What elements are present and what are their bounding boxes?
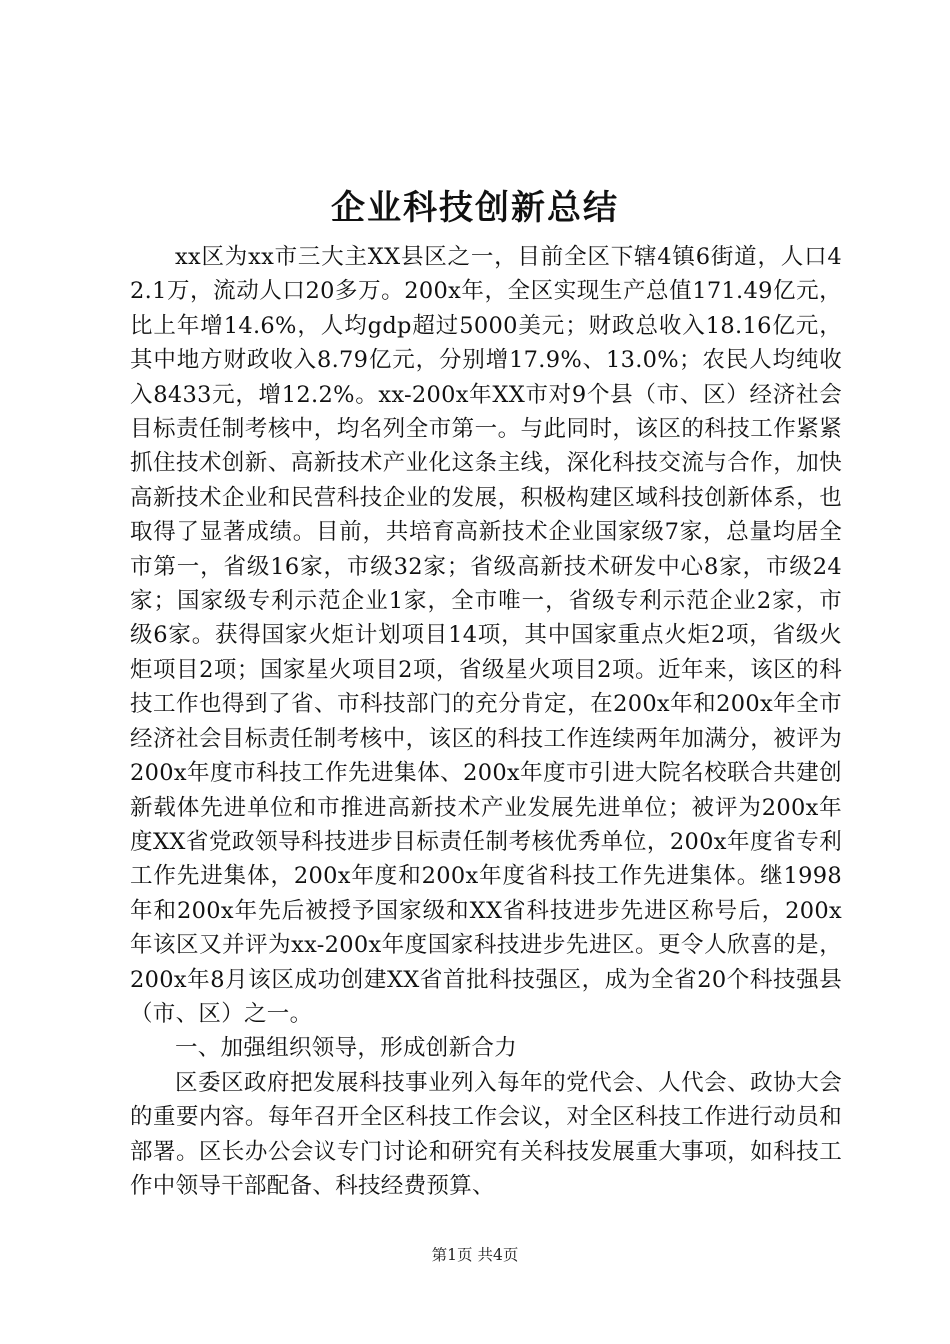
page-footer: 第1页 共4页 bbox=[431, 1246, 519, 1264]
intro-paragraph: xx区为xx市三大主XX县区之一，目前全区下辖4镇6街道，人口42.1万，流动人口20多万。200x年，全区实现生产总值171.49亿元，比上年增14.6%，人均gdp超过5000美元；财政总收入18.16亿元，其中地方财政收入8.79亿元，分别增17.9%、13.0%；农民人均纯收入8433元，增12.2%。xx-200x年XX市对9个县（市、区）经济社会目标责任制考核中，均名列全市第一。与此同时，该区的科技工作紧紧抓住技术创新、高新技术产业化这条主线，深化科技交流与合作，加快高新技术企业和民营科技企业的发展，积极构建区域科技创新体系，也取得了显著成绩。目前，共培育高新技术企业国家级7家，总量均居全市第一，省级16家，市级32家；省级高新技术研发中心8家，市级24家；国家级专利示范企业1家，全市唯一，省级专利示范企业2家，市级6家。获得国家火炬计划项目14项，其中国家重点火炬2项，省级火炬项目2项；国家星火项目2项，省级星火项目2项。近年来，该区的科技工作也得到了省、市科技部门的充分肯定，在200x年和200x年全市经济社会目标责任制考核中，该区的科技工作连续两年加满分，被评为200x年度市科技工作先进集体、200x年度市引进大院名校联合共建创新载体先进单位和市推进高新技术产业发展先进单位；被评为200x年度XX省党政领导科技进步目标责任制考核优秀单位，200x年度省专利工作先进集体，200x年度和200x年度省科技工作先进集体。继1998年和200x年先后被授予国家级和XX省科技进步先进区称号后，200x年该区又并评为xx-200x年度国家科技进步先进区。更令人欣喜的是，200x年8月该区成功创建XX省首批科技强区，成为全省20个科技强县（市、区）之一。 bbox=[130, 244, 842, 1027]
document-body bbox=[130, 240, 842, 1203]
document-title: 企业科技创新总结 bbox=[331, 188, 619, 228]
section-paragraph: 区委区政府把发展科技事业列入每年的党代会、人代会、政协大会的重要内容。每年召开全区科技工作会议，对全区科技工作进行动员和部署。区长办公会议专门讨论和研究有关科技发展重大事项，如科技工作中领导干部配备、科技经费预算、 bbox=[130, 1069, 842, 1199]
section-heading: 一、加强组织领导，形成创新合力 bbox=[175, 1035, 518, 1062]
